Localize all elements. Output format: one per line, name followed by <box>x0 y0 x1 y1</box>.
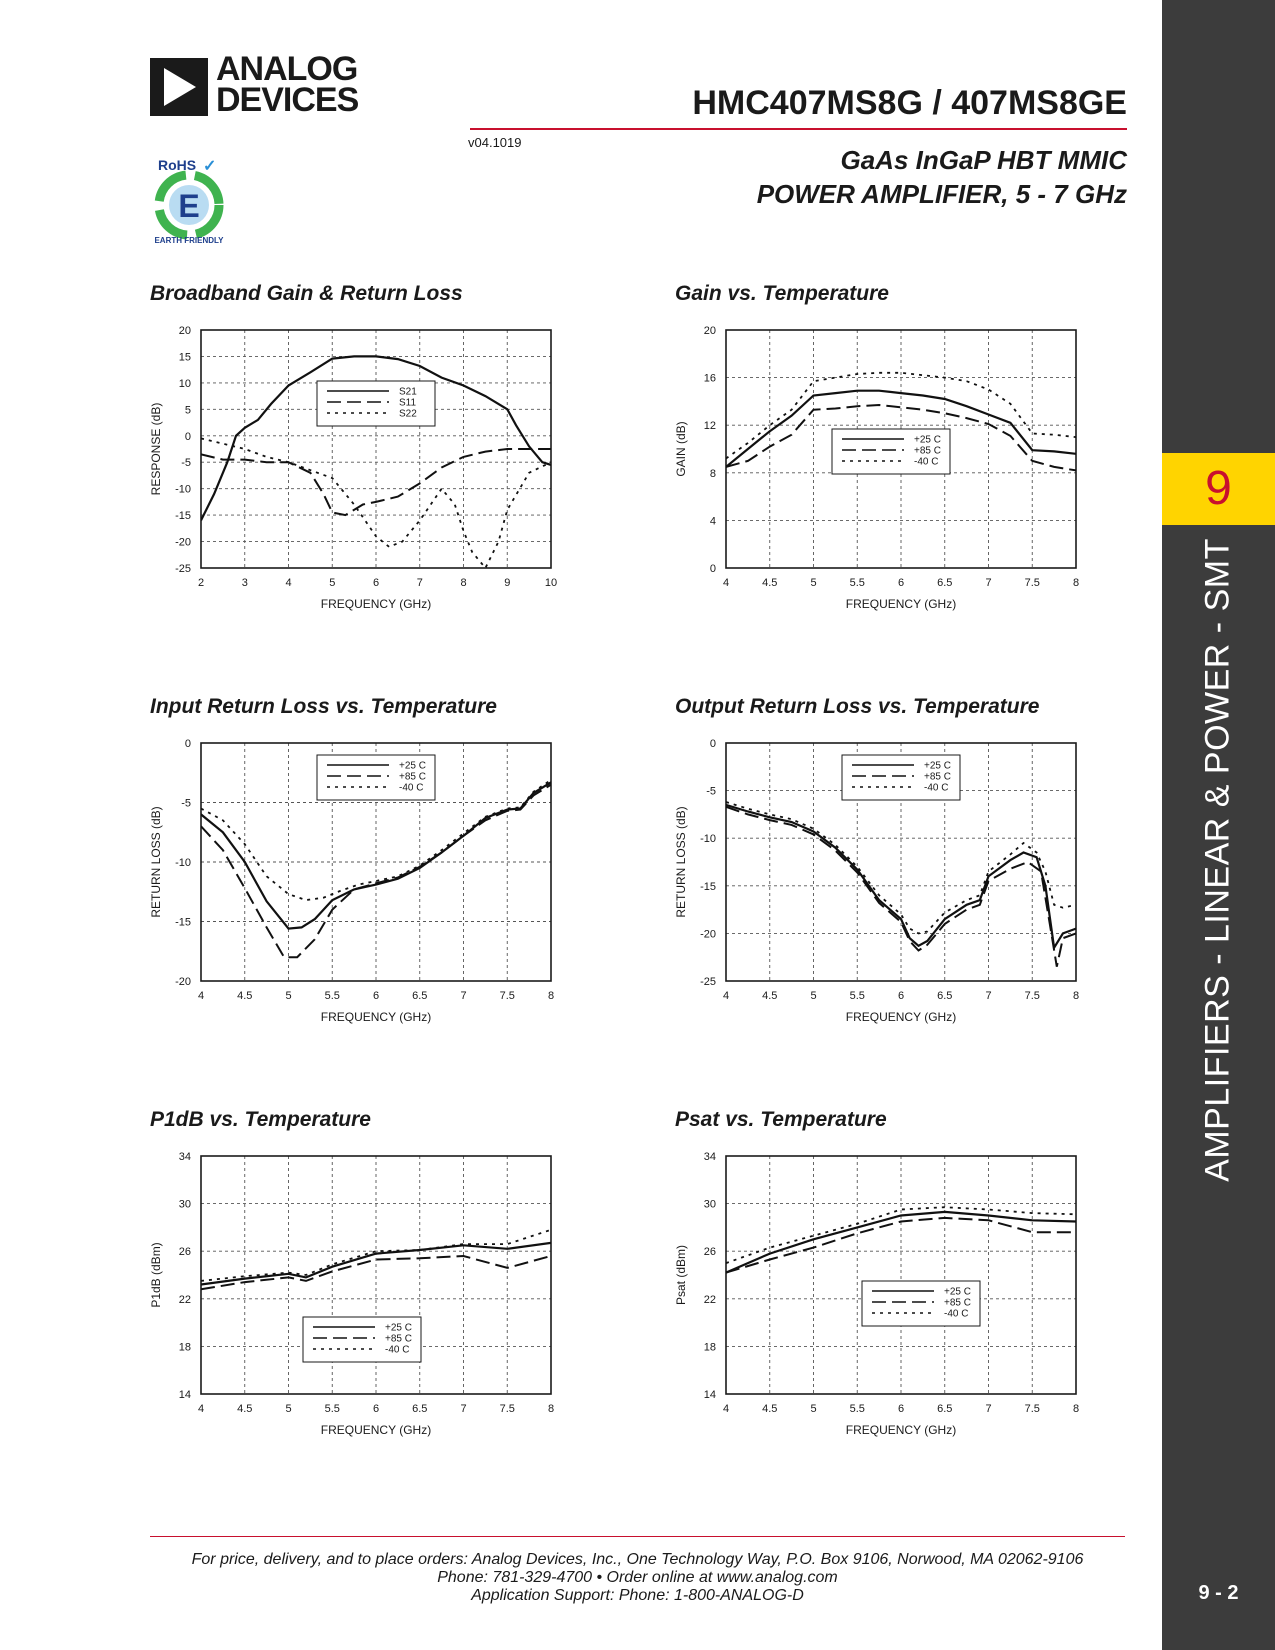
legend-box <box>317 381 435 426</box>
x-axis-label: FREQUENCY (GHz) <box>320 597 432 611</box>
x-tick-label: 4 <box>197 990 205 1002</box>
x-tick-label: 4 <box>722 577 730 589</box>
y-tick-label: 4 <box>709 515 716 528</box>
x-axis-label: FREQUENCY (GHz) <box>320 1010 432 1024</box>
y-tick-label: 0 <box>709 563 716 575</box>
legend-label: S22 <box>399 408 417 420</box>
x-tick-label: 8 <box>1072 990 1080 1002</box>
x-tick-label: 7 <box>985 990 992 1002</box>
footer-line-1: For price, delivery, and to place orders: Analog Devices, Inc., One Technology Way, P.O. Box 9106, Norwood, MA 02062-9106 <box>191 1551 1084 1568</box>
legend-label: +25 C <box>914 434 941 446</box>
rohs-check-icon: ✓ <box>203 158 217 175</box>
section-number-tab: 9 <box>1162 453 1275 525</box>
x-tick-label: 8 <box>1072 1403 1080 1415</box>
x-tick-label: 5 <box>810 577 817 589</box>
x-tick-label: 7.5 <box>1024 1403 1040 1415</box>
chart-output-return-loss <box>671 729 1111 1039</box>
legend-label: +85 C <box>399 771 426 783</box>
y-tick-label: 18 <box>703 1341 716 1354</box>
chart-title-output-rl: Output Return Loss vs. Temperature <box>675 695 1040 718</box>
y-tick-label: 22 <box>178 1293 191 1306</box>
y-tick-label: -10 <box>175 857 191 869</box>
company-logo-text <box>216 50 359 119</box>
legend-label: -40 C <box>385 1344 410 1356</box>
x-tick-label: 5 <box>285 1403 292 1415</box>
subtitle-line-2: POWER AMPLIFIER, 5 - 7 GHz <box>756 179 1127 209</box>
x-axis-label: FREQUENCY (GHz) <box>845 1010 957 1024</box>
x-tick-label: 8 <box>547 990 555 1002</box>
y-tick-label: 8 <box>709 467 716 480</box>
x-tick-label: 6 <box>372 1403 380 1415</box>
y-tick-label: 26 <box>178 1246 191 1259</box>
x-tick-label: 6.5 <box>937 577 953 589</box>
legend-label: +25 C <box>399 760 426 772</box>
y-tick-label: 18 <box>178 1341 191 1354</box>
x-tick-label: 7 <box>460 1403 467 1415</box>
chart-title-psat: Psat vs. Temperature <box>675 1108 887 1131</box>
y-tick-label: 20 <box>703 325 716 337</box>
x-tick-label: 4.5 <box>762 990 778 1002</box>
x-tick-label: 6 <box>372 577 380 589</box>
legend-label: -40 C <box>944 1308 969 1320</box>
y-tick-label: 34 <box>703 1151 716 1163</box>
y-axis-label: P1dB (dBm) <box>149 1242 163 1308</box>
subtitle-line-1: GaAs InGaP HBT MMIC <box>840 145 1127 175</box>
y-axis-label: RESPONSE (dB) <box>149 402 163 496</box>
legend-label: -40 C <box>399 782 424 794</box>
y-tick-label: -5 <box>181 797 191 810</box>
x-tick-label: 4 <box>722 1403 730 1415</box>
analog-devices-logo-icon <box>150 58 208 116</box>
legend-label: +25 C <box>385 1322 412 1334</box>
x-tick-label: 10 <box>544 577 558 589</box>
y-tick-label: 26 <box>703 1246 716 1259</box>
legend-label: +85 C <box>944 1297 971 1309</box>
y-tick-label: 30 <box>703 1198 716 1211</box>
x-axis-label: FREQUENCY (GHz) <box>320 1423 432 1437</box>
x-tick-label: 5 <box>285 990 292 1002</box>
legend-label: S21 <box>399 386 417 398</box>
chart-title-gain-temp: Gain vs. Temperature <box>675 282 889 305</box>
x-tick-label: 8 <box>1072 577 1080 589</box>
y-tick-label: 30 <box>178 1198 191 1211</box>
y-tick-label: 15 <box>178 351 191 364</box>
section-vertical-title: AMPLIFIERS - LINEAR & POWER - SMT <box>1198 538 1237 1182</box>
legend-label: +25 C <box>944 1286 971 1298</box>
x-tick-label: 5.5 <box>324 1403 340 1415</box>
x-tick-label: 4 <box>285 577 292 589</box>
x-tick-label: 5.5 <box>849 990 865 1002</box>
y-axis-label: RETURN LOSS (dB) <box>674 806 688 918</box>
x-tick-label: 7 <box>416 577 423 589</box>
y-tick-label: 0 <box>184 738 191 750</box>
logo-line-1: ANALOG <box>216 50 358 88</box>
rohs-caption: EARTH FRIENDLY <box>154 236 224 245</box>
x-tick-label: 6.5 <box>937 990 953 1002</box>
y-axis-label: RETURN LOSS (dB) <box>149 806 163 918</box>
title-rule <box>470 128 1127 130</box>
x-tick-label: 7 <box>985 577 992 589</box>
footer-rule <box>150 1536 1125 1537</box>
x-tick-label: 3 <box>241 577 248 589</box>
x-tick-label: 6 <box>897 990 905 1002</box>
x-tick-label: 4.5 <box>762 577 778 589</box>
legend-label: +85 C <box>914 445 941 457</box>
x-tick-label: 7 <box>985 1403 992 1415</box>
x-tick-label: 5.5 <box>324 990 340 1002</box>
y-tick-label: 0 <box>184 430 191 443</box>
y-tick-label: 10 <box>178 377 191 390</box>
logo-line-2: DEVICES <box>216 81 359 119</box>
version-label: v04.1019 <box>468 135 522 150</box>
chart-broadband-gain-return-loss <box>146 316 586 626</box>
y-tick-label: -25 <box>700 976 716 988</box>
footer-contact <box>150 1551 1125 1605</box>
y-tick-label: 5 <box>184 404 191 417</box>
x-tick-label: 8 <box>547 1403 555 1415</box>
y-tick-label: -25 <box>175 563 191 575</box>
part-number-title: HMC407MS8G / 407MS8GE <box>692 84 1127 122</box>
y-tick-label: -15 <box>700 880 716 893</box>
y-tick-label: 0 <box>709 738 716 750</box>
chart-psat-vs-temperature <box>671 1142 1111 1452</box>
product-subtitle <box>757 143 1127 211</box>
x-tick-label: 4.5 <box>762 1403 778 1415</box>
x-tick-label: 2 <box>197 577 205 589</box>
chart-title-broadband: Broadband Gain & Return Loss <box>150 282 463 305</box>
x-tick-label: 7 <box>460 990 467 1002</box>
chart-p1db-vs-temperature <box>146 1142 586 1452</box>
x-tick-label: 8 <box>460 577 467 589</box>
x-axis-label: FREQUENCY (GHz) <box>845 1423 957 1437</box>
legend-label: -40 C <box>924 782 949 794</box>
y-tick-label: -10 <box>175 483 191 496</box>
chart-gain-vs-temperature <box>671 316 1111 626</box>
x-tick-label: 4.5 <box>237 990 253 1002</box>
legend-label: +85 C <box>385 1333 412 1345</box>
series-line-40c <box>201 1230 551 1281</box>
legend-label: +25 C <box>924 760 951 772</box>
y-tick-label: -15 <box>175 510 191 523</box>
y-tick-label: -10 <box>700 833 716 846</box>
x-tick-label: 5.5 <box>849 577 865 589</box>
y-tick-label: 14 <box>178 1389 191 1401</box>
rohs-e-letter: E <box>178 188 200 224</box>
x-tick-label: 5 <box>810 990 817 1002</box>
y-tick-label: -20 <box>175 976 191 988</box>
y-tick-label: 12 <box>703 420 716 433</box>
footer-line-2: Phone: 781-329-4700 • Order online at www.analog.com <box>437 1569 838 1586</box>
x-tick-label: 7.5 <box>1024 577 1040 589</box>
y-tick-label: -20 <box>175 536 191 549</box>
rohs-label: RoHS <box>158 157 197 173</box>
y-tick-label: 22 <box>703 1293 716 1306</box>
plot-frame <box>726 1156 1076 1394</box>
x-tick-label: 7.5 <box>499 990 515 1002</box>
y-axis-label: GAIN (dB) <box>674 421 688 477</box>
x-tick-label: 7.5 <box>1024 990 1040 1002</box>
y-tick-label: 16 <box>703 372 716 385</box>
x-tick-label: 6.5 <box>412 990 428 1002</box>
chart-title-p1db: P1dB vs. Temperature <box>150 1108 371 1131</box>
legend-label: S11 <box>399 397 417 409</box>
page-number: 9 - 2 <box>1198 1582 1239 1604</box>
x-tick-label: 7.5 <box>499 1403 515 1415</box>
chart-input-return-loss <box>146 729 586 1039</box>
rohs-earth-friendly-badge <box>146 153 232 245</box>
x-tick-label: 4 <box>722 990 730 1002</box>
footer-line-3: Application Support: Phone: 1-800-ANALOG-D <box>471 1587 804 1604</box>
x-axis-label: FREQUENCY (GHz) <box>845 597 957 611</box>
legend-label: +85 C <box>924 771 951 783</box>
x-tick-label: 5 <box>329 577 336 589</box>
legend-label: -40 C <box>914 456 939 468</box>
y-tick-label: -20 <box>700 928 716 941</box>
y-axis-label: Psat (dBm) <box>674 1244 688 1306</box>
y-tick-label: -5 <box>706 785 716 798</box>
x-tick-label: 6 <box>372 990 380 1002</box>
x-tick-label: 4.5 <box>237 1403 253 1415</box>
x-tick-label: 6 <box>897 1403 905 1415</box>
y-tick-label: -5 <box>181 457 191 470</box>
x-tick-label: 5.5 <box>849 1403 865 1415</box>
x-tick-label: 9 <box>504 577 511 589</box>
x-tick-label: 4 <box>197 1403 205 1415</box>
y-tick-label: 20 <box>178 325 191 337</box>
chart-title-input-rl: Input Return Loss vs. Temperature <box>150 695 497 718</box>
x-tick-label: 6.5 <box>937 1403 953 1415</box>
plot-frame <box>201 330 551 568</box>
y-tick-label: 34 <box>178 1151 191 1163</box>
x-tick-label: 6 <box>897 577 905 589</box>
x-tick-label: 5 <box>810 1403 817 1415</box>
x-tick-label: 6.5 <box>412 1403 428 1415</box>
y-tick-label: -15 <box>175 916 191 929</box>
y-tick-label: 14 <box>703 1389 716 1401</box>
